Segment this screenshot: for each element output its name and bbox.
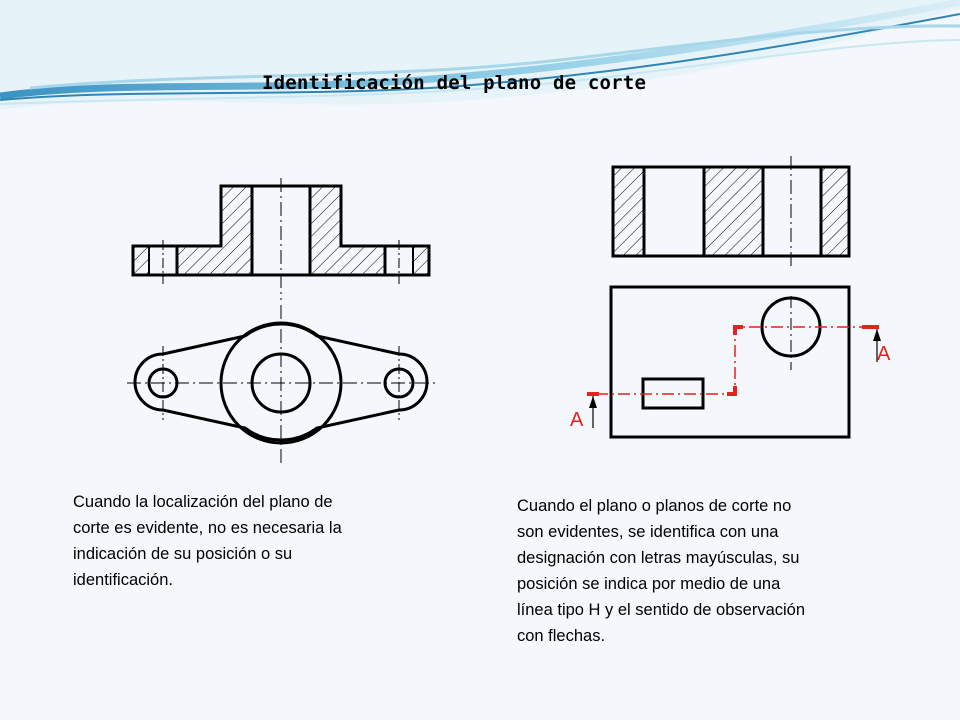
cutting-plane-line	[587, 325, 879, 396]
left-top-view	[127, 305, 437, 466]
right-top-view	[611, 287, 849, 437]
right-section-view	[613, 156, 849, 266]
right-description-line: línea tipo H y el sentido de observación	[517, 601, 806, 619]
left-description-line: Cuando la localización del plano de	[73, 493, 333, 511]
section-label-lower: A	[570, 409, 584, 431]
section-arrow-lower	[589, 396, 597, 428]
right-description-line: son evidentes, se identifica con una	[517, 523, 779, 541]
right-description-line: Cuando el plano o planos de corte no	[517, 497, 792, 515]
left-description-line: corte es evidente, no es necesaria la	[73, 519, 342, 537]
right-description-line: posición se indica por medio de una	[517, 575, 781, 593]
page-title: Identificación del plano de corte	[262, 72, 647, 94]
right-description-line: designación con letras mayúsculas, su	[517, 549, 800, 567]
section-label-upper: A	[877, 343, 891, 365]
left-description	[73, 489, 342, 593]
left-description-line: identificación.	[73, 571, 173, 589]
right-description	[517, 493, 805, 649]
left-description-line: indicación de su posición o su	[73, 545, 293, 563]
left-section-view	[133, 178, 429, 300]
right-description-line: con flechas.	[517, 627, 606, 645]
